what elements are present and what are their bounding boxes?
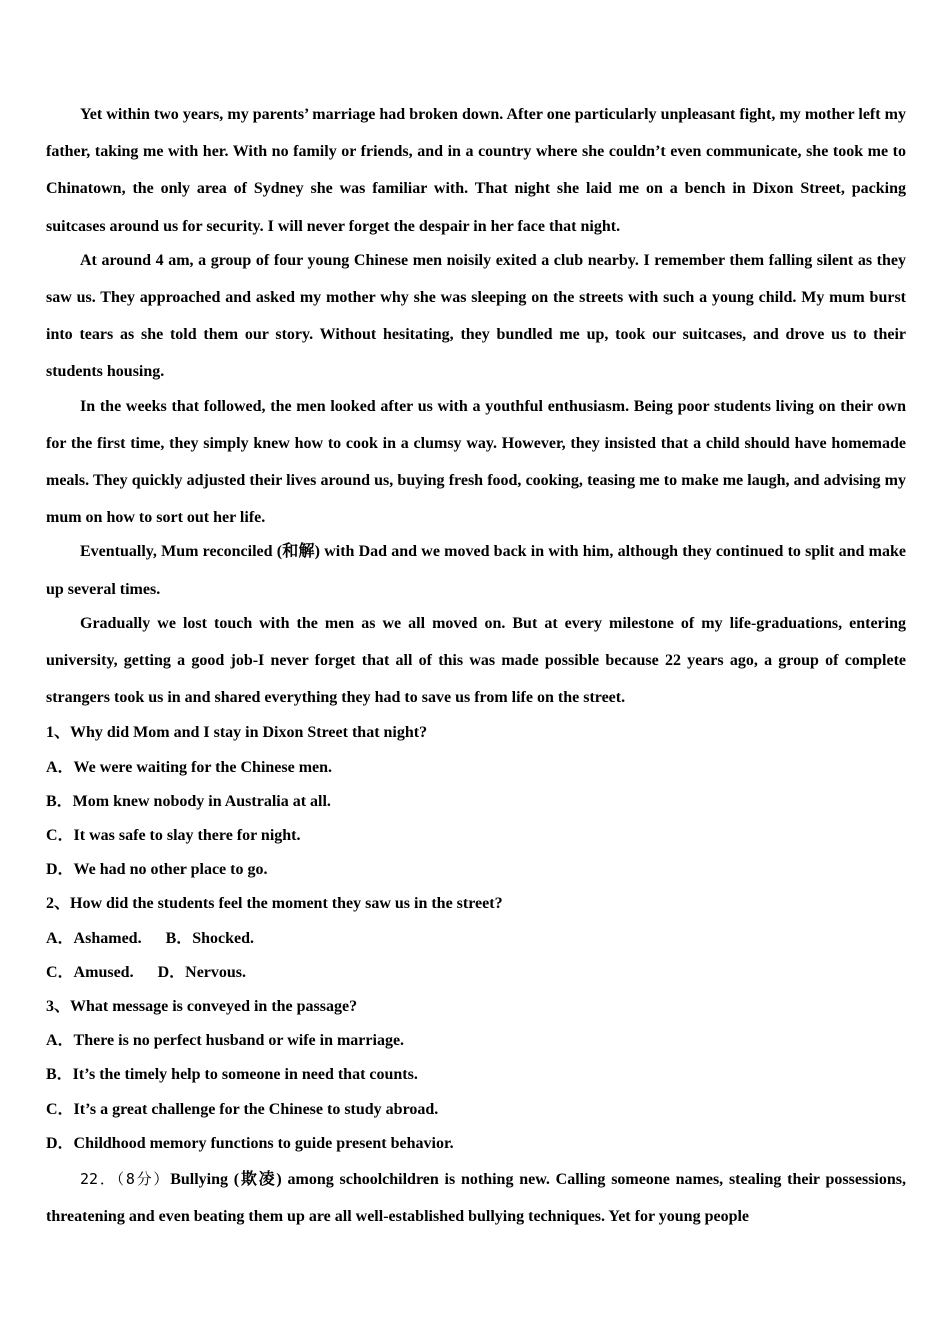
question-stem: 2、How did the students feel the moment they saw us in the street? xyxy=(46,895,503,913)
option-b: B．It’s the timely help to someone in need that counts. xyxy=(46,1066,418,1084)
option-b: B．Mom knew nobody in Australia at all. xyxy=(46,792,331,810)
question-2 xyxy=(46,887,906,990)
option-a: A．We were waiting for the Chinese men. xyxy=(46,758,333,776)
option-d: D．Childhood memory functions to guide present behavior. xyxy=(46,1134,454,1152)
question-stem: 3、What message is conveyed in the passage? xyxy=(46,998,358,1016)
section-number: 22．（8分） xyxy=(80,1170,171,1189)
document-page xyxy=(46,96,906,1236)
passage-paragraph: Eventually, Mum reconciled (和解) with Dad and we moved back in with him, although they continued to split and make up several times. xyxy=(46,543,906,598)
option-line xyxy=(46,956,906,990)
option-line xyxy=(46,922,906,956)
question-stem: 1、Why did Mom and I stay in Dixon Street that night? xyxy=(46,724,428,742)
option-c: C．Amused. xyxy=(46,963,134,981)
option-a: A．There is no perfect husband or wife in marriage. xyxy=(46,1032,405,1050)
option-a: A．Ashamed. xyxy=(46,929,142,947)
option-c: C．It was safe to slay there for night. xyxy=(46,827,301,845)
question-3 xyxy=(46,990,906,1161)
question-1 xyxy=(46,716,906,887)
option-d: D．Nervous. xyxy=(157,963,247,981)
passage-paragraph: At around 4 am, a group of four young Chinese men noisily exited a club nearby. I remember them falling silent as they saw us. They approached and asked my mother why she was sleeping on the streets with such a young child. My mum burst into tears as she told them our story. Without hesitating, they bundled me up, took our suitcases, and drove us to their students housing. xyxy=(46,251,906,381)
next-section xyxy=(46,1161,906,1235)
option-c: C．It’s a great challenge for the Chinese to study abroad. xyxy=(46,1100,439,1118)
section-text: Bullying (欺凌) among schoolchildren is nothing new. Calling someone names, stealing their possessions, threatening and even beating them up are all well-established bullying techniques. Yet for young people xyxy=(46,1171,906,1226)
passage-paragraph: Yet within two years, my parents’ marriage had broken down. After one particularly unpleasant fight, my mother left my father, taking me with her. With no family or friends, and in a country where she couldn’t even communicate, she took me to Chinatown, the only area of Sydney she was familiar with. That night she laid me on a bench in Dixon Street, packing suitcases around us for security. I will never forget the despair in her face that night. xyxy=(46,106,906,235)
option-d: D．We had no other place to go. xyxy=(46,861,268,879)
passage-paragraph: Gradually we lost touch with the men as we all moved on. But at every milestone of my life-graduations, entering university, getting a good job-I never forget that all of this was made possible because 22 years ago, a group of complete strangers took us in and shared everything they had to save us from life on the street. xyxy=(46,614,906,707)
section-22-intro xyxy=(46,1161,906,1235)
option-b: B．Shocked. xyxy=(165,929,255,947)
passage-paragraph: In the weeks that followed, the men looked after us with a youthful enthusiasm. Being poor students living on their own for the first time, they simply knew how to cook in a clumsy way. However, they insisted that a child should have homemade meals. They quickly adjusted their lives around us, buying fresh food, cooking, teasing me to make me laugh, and advising my mum on how to sort out her life. xyxy=(46,397,906,527)
reading-passage xyxy=(46,96,906,716)
